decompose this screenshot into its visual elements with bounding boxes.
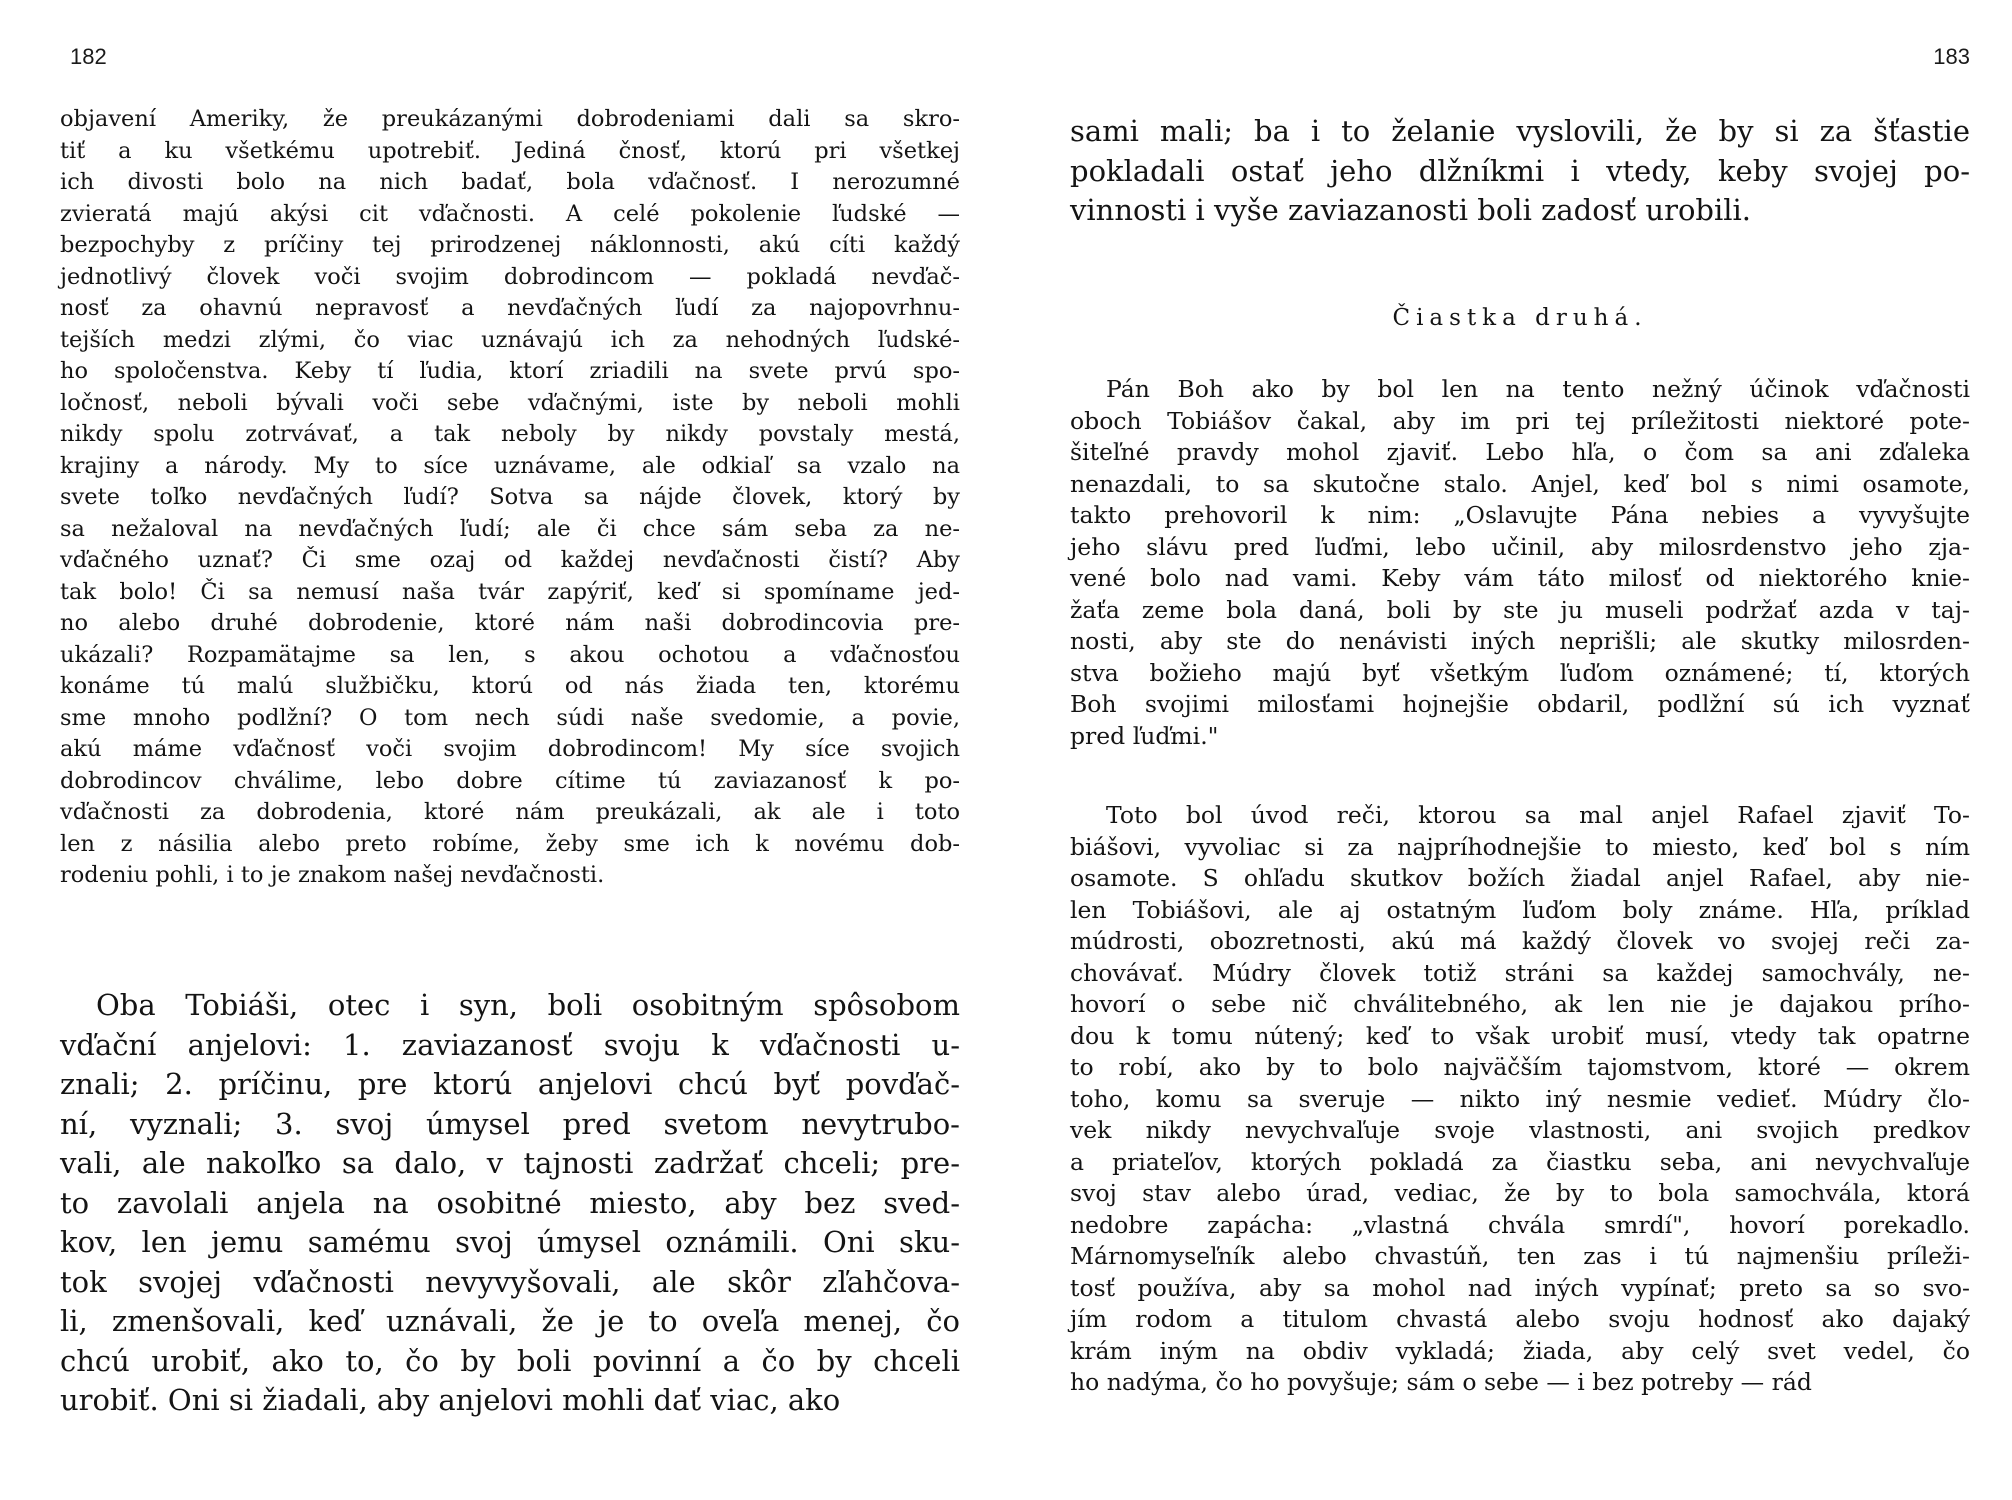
text-line: tok svojej vďačnosti nevyvyšovali, ale skôr zľahčova- xyxy=(60,1264,960,1299)
text-line: len z násilia alebo preto robíme, žeby sme ich k novému dob- xyxy=(60,830,960,857)
text-line: zvieratá majú akýsi cit vďačnosti. A celé pokolenie ľudské — xyxy=(60,200,960,227)
body-paragraph xyxy=(1070,374,1970,752)
text-line: dou k tomu nútený; keď to však urobiť musí, vtedy tak opatrne xyxy=(1070,1021,1970,1050)
text-line: nedobre zapácha: „vlastná chvála smrdí", hovorí porekadlo. xyxy=(1070,1210,1970,1239)
section-heading: Čiastka druhá. xyxy=(1392,305,1648,331)
small-print-paragraph xyxy=(60,104,960,892)
text-line: ich divosti bolo na nich badať, bola vďačnosť. I nerozumné xyxy=(60,169,960,195)
text-line: vďační anjelovi: 1. zaviazanosť svoju k vďačnosti u- xyxy=(60,1027,960,1062)
text-line: šiteľné pravdy mohol zjaviť. Lebo hľa, o čom sa ani zďaleka xyxy=(1070,438,1970,466)
text-line: oboch Tobiášov čakal, aby im pri tej príležitosti niektoré pote- xyxy=(1070,406,1970,435)
text-line: nosti, aby ste do nenávisti iných neprišli; ale skutky milosrden- xyxy=(1070,627,1970,655)
text-line: a priateľov, ktorých pokladá za čiastku seba, ani nevychvaľuje xyxy=(1070,1147,1970,1176)
text-line: múdrosti, obozretnosti, akú má každý človek vo svojej reči za- xyxy=(1070,927,1970,955)
text-line: konáme tú malú službičku, ktorú od nás žiada ten, ktorému xyxy=(60,673,960,699)
text-line: akú máme vďačnosť voči svojim dobrodincom! My síce svojich xyxy=(60,736,960,762)
text-line: rodeniu pohli, i to je znakom našej nevďačnosti. xyxy=(60,862,605,888)
text-line: Toto bol úvod reči, ktorou sa mal anjel Rafael zjaviť To- xyxy=(1106,801,1970,829)
text-line: urobiť. Oni si žiadali, aby anjelovi mohli dať viac, ako xyxy=(60,1383,841,1417)
text-line: dobrodincov chválime, lebo dobre cítime tú zaviazanosť k po- xyxy=(60,767,960,794)
text-line: vek nikdy nevychvaľuje svoje vlastnosti, ani svojich predkov xyxy=(1070,1116,1970,1144)
text-line: ho nadýma, čo ho povyšuje; sám o sebe — i bez potreby — rád xyxy=(1070,1368,1812,1396)
text-line: no alebo druhé dobrodenie, ktoré nám naši dobrodincovia pre- xyxy=(60,610,960,636)
text-line: biášovi, vyvoliac si za najpríhodnejšie to miesto, keď bol s ním xyxy=(1070,832,1970,861)
large-print-paragraph xyxy=(60,986,960,1421)
text-line: vďačnosti za dobrodenia, ktoré nám preukázali, ak ale i toto xyxy=(60,799,960,825)
text-line: tak bolo! Či sa nemusí naša tvár zapýriť, keď si spomíname jed- xyxy=(60,578,960,605)
text-line: krám iným na obdiv vykladá; žiada, aby celý svet vedel, čo xyxy=(1070,1336,1970,1365)
text-line: toho, komu sa sveruje — nikto iný nesmie vedieť. Múdry člo- xyxy=(1070,1084,1970,1113)
text-line: jednotlivý človek voči svojim dobrodincom — pokladá nevďač- xyxy=(60,263,960,290)
text-line: to robí, ako by to bolo najväčším tajomstvom, ktoré — okrem xyxy=(1070,1053,1970,1081)
text-line: hovorí o sebe nič chválitebného, ak len nie je dajakou prího- xyxy=(1070,990,1970,1018)
text-line: Pán Boh ako by bol len na tento nežný účinok vďačnosti xyxy=(1106,375,1970,403)
large-print-paragraph xyxy=(1070,112,1970,231)
text-line: bezpochyby z príčiny tej prirodzenej náklonnosti, akú cíti každý xyxy=(60,232,960,258)
left-page xyxy=(60,0,960,1500)
text-line: nikdy spolu zotrvávať, a tak neboly by nikdy povstaly mestá, xyxy=(60,421,960,447)
text-line: Oba Tobiáši, otec i syn, boli osobitným spôsobom xyxy=(96,988,960,1022)
text-line: nenazdali, to sa skutočne stalo. Anjel, keď bol s nimi osamote, xyxy=(1070,469,1970,498)
text-line: chcú urobiť, ako to, čo by boli povinní a čo by chceli xyxy=(60,1343,960,1378)
text-line: pred ľuďmi." xyxy=(1070,721,1219,750)
text-line: vďačného uznať? Či sme ozaj od každej nevďačnosti čistí? Aby xyxy=(60,547,960,573)
text-line: ní, vyznali; 3. svoj úmysel pred svetom nevytrubo- xyxy=(60,1106,960,1141)
text-line: jím rodom a titulom chvastá alebo svoju hodnosť ako dajaký xyxy=(1070,1305,1970,1333)
text-line: svoj stav alebo úrad, vediac, že by to bola samochvála, ktorá xyxy=(1070,1179,1970,1207)
text-line: krajiny a národy. My to síce uznávame, ale odkiaľ sa vzalo na xyxy=(60,452,960,479)
page-number: 183 xyxy=(1933,44,1970,69)
text-line: to zavolali anjela na osobitné miesto, aby bez sved- xyxy=(60,1185,960,1220)
text-line: svete toľko nevďačných ľudí? Sotva sa nájde človek, ktorý by xyxy=(60,484,960,510)
text-line: kov, len jemu samému svoj úmysel oznámili. Oni sku- xyxy=(60,1225,960,1259)
text-line: žaťa zeme bola daná, boli by ste ju museli podržať azda v taj- xyxy=(1070,595,1970,624)
body-paragraph xyxy=(1070,800,1970,1399)
text-line: sme mnoho podlžní? O tom nech súdi naše svedomie, a povie, xyxy=(60,704,960,731)
text-line: tosť používa, aby sa mohol nad iných vypínať; preto sa so svo- xyxy=(1070,1273,1970,1302)
text-line: osamote. S ohľadu skutkov božích žiadal anjel Rafael, aby nie- xyxy=(1070,864,1970,892)
text-line: ho spoločenstva. Keby tí ľudia, ktorí zriadili na svete prvú spo- xyxy=(60,358,960,384)
text-line: ločnosť, neboli bývali voči sebe vďačnými, iste by neboli mohli xyxy=(60,389,960,416)
text-line: li, zmenšovali, keď uznávali, že je to oveľa menej, čo xyxy=(60,1304,960,1338)
text-line: znali; 2. príčinu, pre ktorú anjelovi chcú byť povďač- xyxy=(60,1067,960,1101)
text-line: len Tobiášovi, ale aj ostatným ľuďom boly známe. Hľa, príklad xyxy=(1070,895,1970,924)
text-line: pokladali ostať jeho dlžníkmi i vtedy, keby svojej po- xyxy=(1070,153,1970,188)
text-line: vinnosti i vyše zaviazanosti boli zadosť urobili. xyxy=(1070,193,1752,227)
text-line: vali, ale nakoľko sa dalo, v tajnosti zadržať chceli; pre- xyxy=(60,1146,960,1180)
text-line: takto prehovoril k nim: „Oslavujte Pána nebies a vyvyšujte xyxy=(1070,501,1970,529)
right-page xyxy=(1070,0,1970,1500)
text-line: tiť a ku všetkému upotrebiť. Jediná čnosť, ktorú pri všetkej xyxy=(60,137,960,164)
text-line: Márnomyseľník alebo chvastúň, ten zas i tú najmenšiu príleži- xyxy=(1070,1242,1970,1270)
page-number: 182 xyxy=(70,44,107,69)
text-line: vené bolo nad vami. Keby vám táto milosť od niektorého knie- xyxy=(1070,564,1970,592)
text-line: objavení Ameriky, že preukázanými dobrodeniami dali sa skro- xyxy=(60,106,960,132)
text-line: ukázali? Rozpamätajme sa len, s akou ochotou a vďačnosťou xyxy=(60,641,960,668)
text-line: tejších medzi zlými, čo viac uznávajú ich za nehodných ľudské- xyxy=(60,326,960,353)
text-line: nosť za ohavnú nepravosť a nevďačných ľudí za najopovrhnu- xyxy=(60,295,960,321)
text-line: sa nežaloval na nevďačných ľudí; ale či chce sám seba za ne- xyxy=(60,515,960,542)
text-line: Boh svojimi milosťami hojnejšie obdaril, podlžní sú ich vyznať xyxy=(1070,690,1970,718)
text-line: sami mali; ba i to želanie vyslovili, že by si za šťastie xyxy=(1070,114,1970,148)
text-line: chovávať. Múdry človek totiž stráni sa každej samochvály, ne- xyxy=(1070,958,1970,987)
text-line: stva božieho majú byť všetkým ľuďom oznámené; tí, ktorých xyxy=(1070,658,1970,687)
text-line: jeho slávu pred ľuďmi, lebo učinil, aby milosrdenstvo jeho zja- xyxy=(1070,532,1970,561)
